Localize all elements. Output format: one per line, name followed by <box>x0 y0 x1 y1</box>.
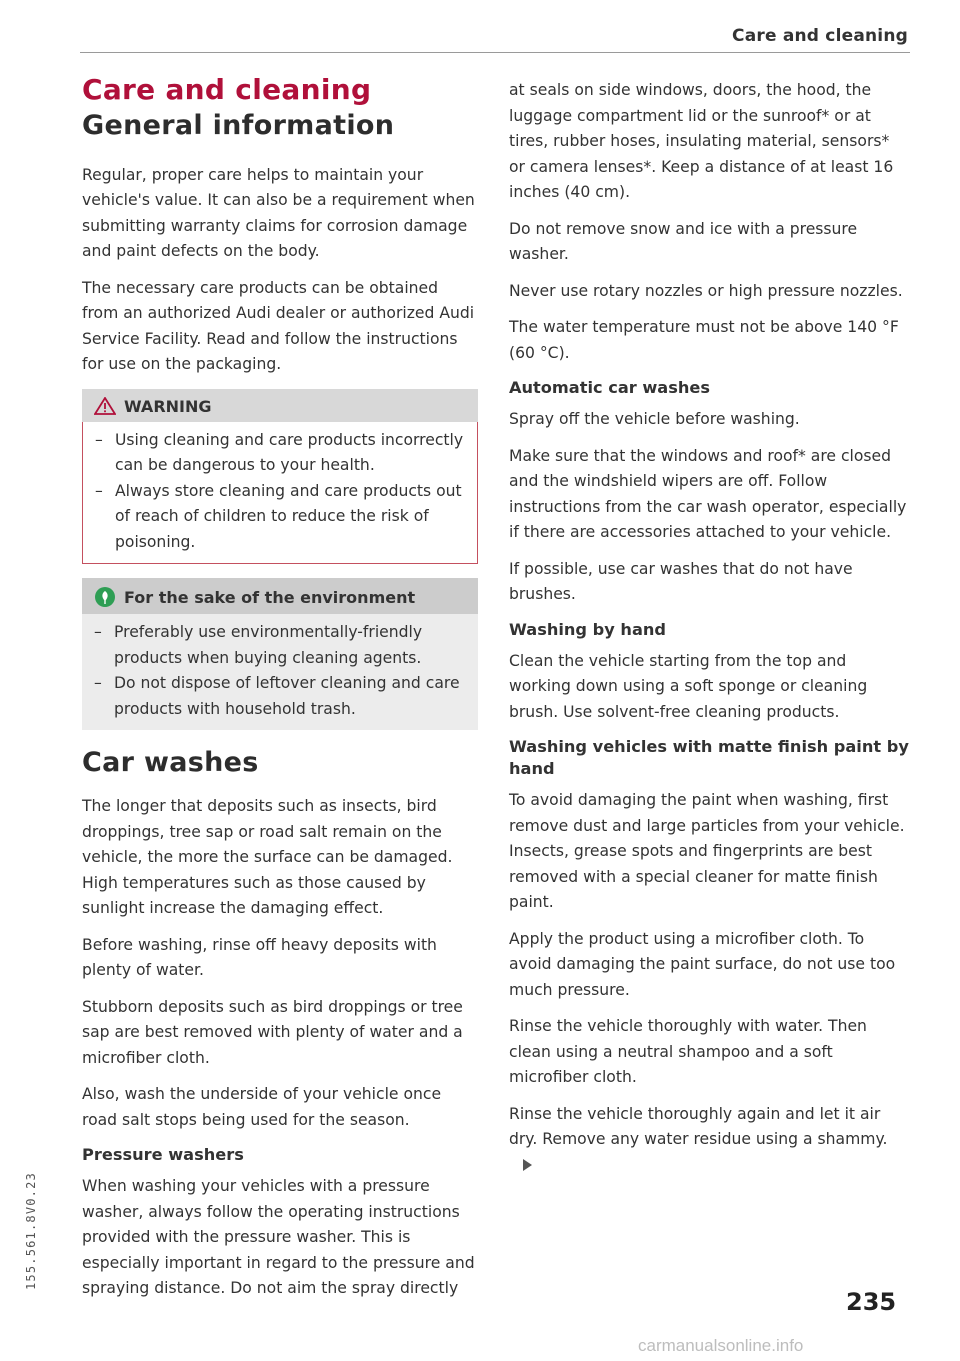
paragraph: Also, wash the underside of your vehicle once road salt stops being used for the season. <box>82 1085 442 1129</box>
right-column <box>509 78 909 1189</box>
heading-automatic-car-washes: Automatic car washes <box>509 378 711 397</box>
paragraph: Clean the vehicle starting from the top and working down using a soft sponge or cleaning brush. Use solvent-free cleaning products. <box>509 651 868 721</box>
list-item: – Using cleaning and care products incorrectly can be dangerous to your health. <box>95 428 465 479</box>
environment-box <box>82 578 478 730</box>
paragraph: Regular, proper care helps to maintain your vehicle's value. It can also be a requirement when submitting warranty claims for corrosion damage and paint defects on the body. <box>82 165 475 261</box>
paragraph-last <box>509 1102 909 1179</box>
paragraph: Do not remove snow and ice with a pressure washer. <box>509 219 858 263</box>
warning-triangle-icon <box>94 397 116 415</box>
running-head: Care and cleaning <box>732 26 908 46</box>
environment-header <box>82 578 478 614</box>
paragraph: Apply the product using a microfiber cloth. To avoid damaging the paint surface, do not use too much pressure. <box>509 929 896 999</box>
list-item: – Always store cleaning and care products out of reach of children to reduce the risk of poisoning. <box>95 479 465 556</box>
warning-header <box>82 389 478 422</box>
subtitle-car-washes: Car washes <box>82 747 259 779</box>
paragraph: The water temperature must not be above 140 °F (60 °C). <box>509 318 899 362</box>
heading-pressure-washers: Pressure washers <box>82 1145 244 1164</box>
warning-box <box>82 389 478 565</box>
document-code: 155.561.8V0.23 <box>24 1172 38 1290</box>
subtitle-general-information: General information <box>82 110 395 141</box>
environment-title: For the sake of the environment <box>124 587 416 607</box>
paragraph: Rinse the vehicle thoroughly with water. Then clean using a neutral shampoo and a soft microfiber cloth. <box>509 1017 867 1086</box>
environment-body <box>82 614 478 730</box>
paragraph-text: Rinse the vehicle thoroughly again and let it air dry. Remove any water residue using a shammy. <box>509 1104 888 1148</box>
heading-matte-finish: Washing vehicles with matte finish paint by hand <box>509 737 909 778</box>
paragraph: Never use rotary nozzles or high pressure nozzles. <box>509 281 903 300</box>
paragraph: The necessary care products can be obtained from an authorized Audi dealer or authorized Audi Service Facility. Read and follow the instructions for use on the packaging. <box>82 278 475 374</box>
heading-washing-by-hand: Washing by hand <box>509 619 666 639</box>
header-rule <box>80 52 910 53</box>
paragraph: The longer that deposits such as insects, bird droppings, tree sap or road salt remain on the vehicle, the more the surface can be damaged. High temperatures such as those caused by sunlight increase the damaging effect. <box>82 797 453 917</box>
paragraph: Make sure that the windows and roof* are closed and the windshield wipers are off. Follow instructions from the car wash operator, especially if there are accessories attached to your vehicle. <box>509 446 907 541</box>
warning-title: WARNING <box>124 396 212 416</box>
paragraph: When washing your vehicles with a pressure washer, always follow the operating instructions provided with the pressure washer. This is especially important in regard to the pressure and spraying distance. Do not aim the spray directly <box>82 1177 475 1297</box>
list-item: – Preferably use environmentally-friendly products when buying cleaning agents. <box>94 620 466 671</box>
page-number: 235 <box>846 1288 897 1316</box>
paragraph: Before washing, rinse off heavy deposits with plenty of water. <box>82 935 437 979</box>
paragraph: Stubborn deposits such as bird droppings or tree sap are best removed with plenty of water and a microfiber cloth. <box>82 997 463 1067</box>
left-column <box>82 72 478 1313</box>
section-title: Care and cleaning <box>82 73 372 106</box>
paragraph: If possible, use car washes that do not have brushes. <box>509 559 853 603</box>
paragraph: at seals on side windows, doors, the hood, the luggage compartment lid or the sunroof* or at tires, rubber hoses, insulating material, sensors* or camera lenses*. Keep a distance of at least 16 inches (40 cm). <box>509 81 894 201</box>
warning-body <box>82 422 478 565</box>
paragraph: To avoid damaging the paint when washing, first remove dust and large particles from your vehicle. Insects, grease spots and fingerprints are best removed with a special cleaner for matte finish paint. <box>509 791 905 911</box>
watermark: carmanualsonline.info <box>638 1336 804 1355</box>
paragraph: Spray off the vehicle before washing. <box>509 410 800 428</box>
list-item: – Do not dispose of leftover cleaning and care products with household trash. <box>94 671 466 722</box>
continue-arrow-icon <box>523 1159 532 1171</box>
environment-leaf-icon <box>94 586 116 608</box>
